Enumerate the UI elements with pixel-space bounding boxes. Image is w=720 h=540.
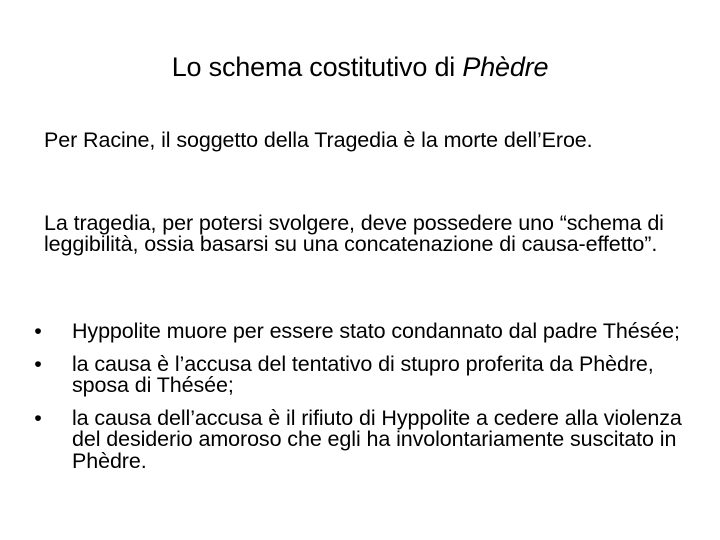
paragraph-1: Per Racine, il soggetto della Tragedia è la morte dell’Eroe.: [44, 128, 593, 152]
slide-title: [0, 50, 720, 84]
paragraph-2: La tragedia, per potersi svolgere, deve possedere uno “schema di leggibilità, ossia basarsi su una concatenazione di causa-effetto”.: [44, 211, 664, 256]
bullet-item-2: [28, 351, 698, 397]
bullet-text-1: Hyppolite muore per essere stato condannato dal padre Thésée;: [72, 319, 680, 343]
bullet-list: [28, 321, 698, 483]
bullet-text-2: la causa è l’accusa del tentativo di stupro proferita da Phèdre, sposa di Thésée;: [72, 351, 654, 397]
bullet-item-3: [28, 405, 698, 473]
bullet-dot-icon: •: [34, 405, 42, 430]
bullet-dot-icon: •: [34, 319, 42, 343]
bullet-dot-icon: •: [34, 351, 42, 376]
bullet-item-1: [28, 321, 698, 343]
title-italic: Phèdre: [462, 52, 549, 82]
title-main: Lo schema costitutivo di: [171, 52, 463, 82]
bullet-text-3: la causa dell’accusa è il rifiuto di Hyppolite a cedere alla violenza del desiderio amoroso che egli ha involontariamente suscitato in Phèdre.: [72, 405, 682, 473]
